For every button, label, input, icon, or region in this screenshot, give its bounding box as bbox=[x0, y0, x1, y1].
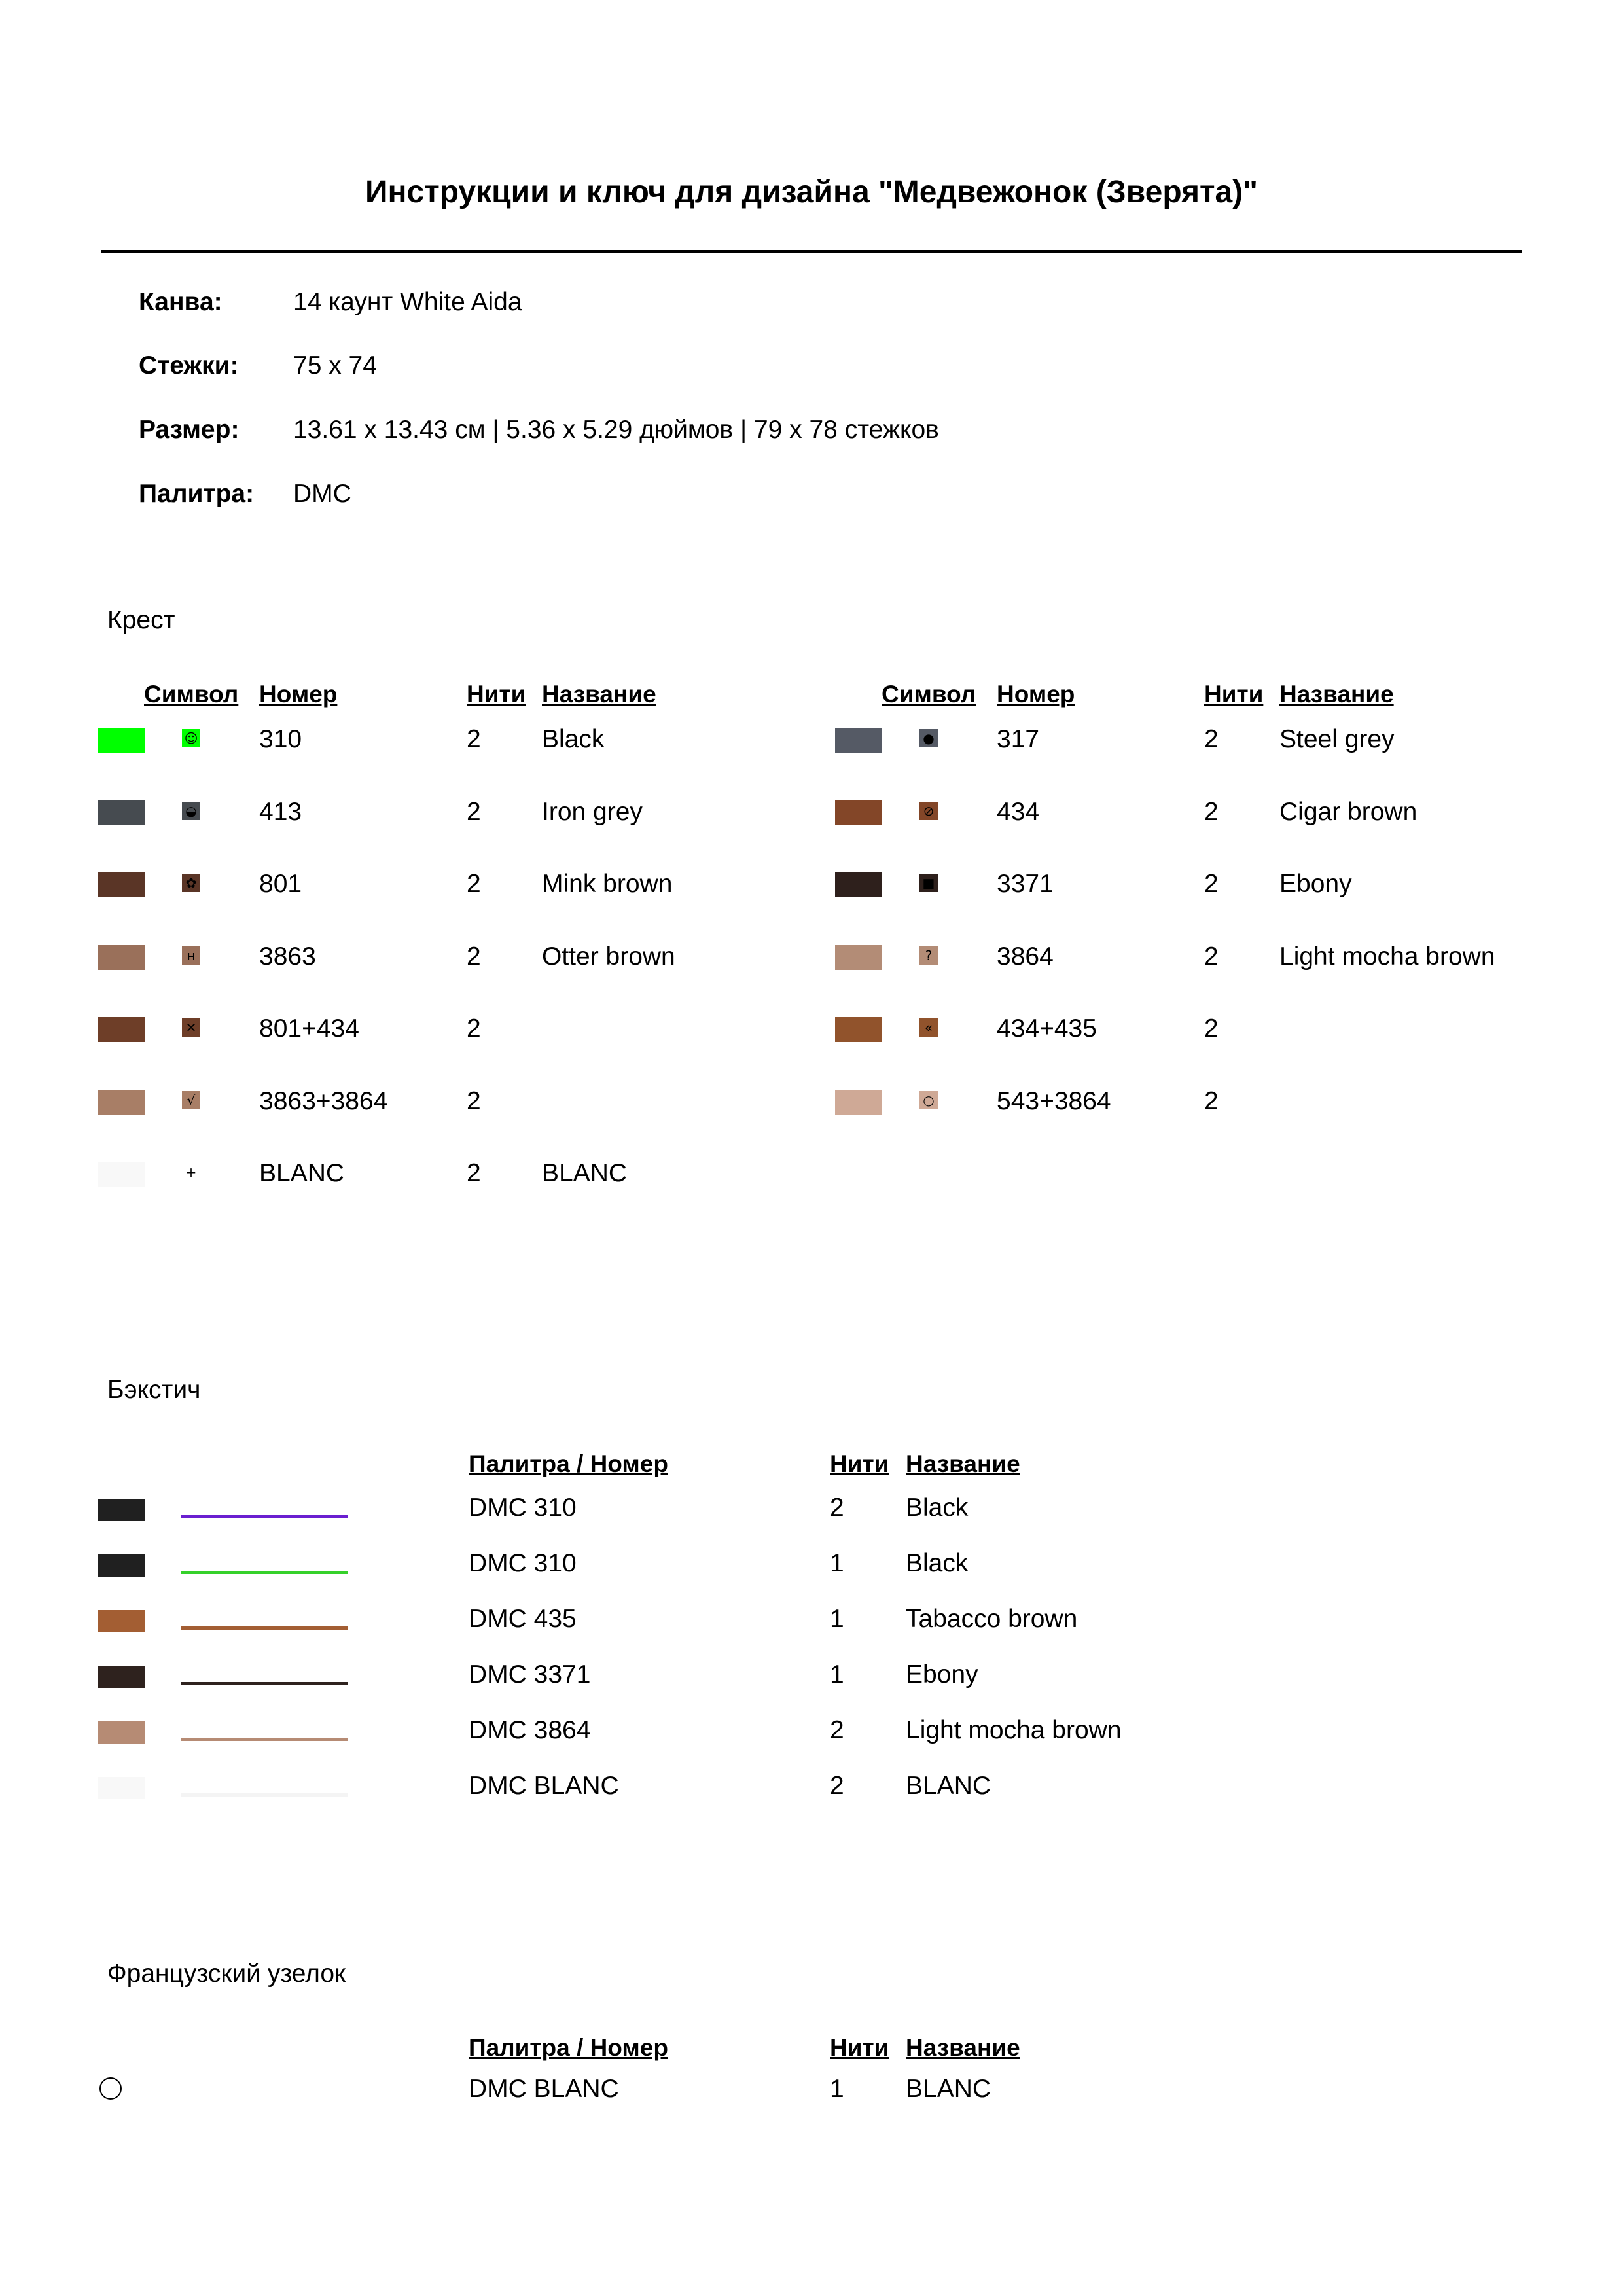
thread-number: 543+3864 bbox=[997, 1086, 1111, 1115]
thread-name: Tabacco brown bbox=[906, 1605, 1078, 1633]
header-name: Название bbox=[1279, 681, 1394, 708]
header-name: Название bbox=[542, 681, 656, 708]
thread-name: Black bbox=[906, 1494, 969, 1522]
thread-name: Light mocha brown bbox=[906, 1716, 1122, 1744]
thread-number: 413 bbox=[259, 797, 302, 826]
color-swatch bbox=[98, 1721, 145, 1744]
color-swatch bbox=[98, 1017, 145, 1042]
header-palette-number: Палитра / Номер bbox=[469, 2034, 668, 2061]
stitch-symbol-icon: ✕ bbox=[182, 1018, 200, 1037]
header-symbol: Символ bbox=[144, 681, 239, 708]
backstitch-line bbox=[181, 1682, 348, 1685]
thread-strands: 2 bbox=[467, 942, 481, 971]
thread-strands: 1 bbox=[830, 1660, 844, 1689]
header-symbol: Символ bbox=[882, 681, 976, 708]
stitch-symbol-icon: √ bbox=[182, 1091, 200, 1109]
thread-name: Black bbox=[542, 725, 605, 753]
title-divider bbox=[101, 250, 1522, 253]
stitch-symbol-icon: ✿ bbox=[182, 874, 200, 892]
thread-strands: 2 bbox=[1204, 1014, 1219, 1043]
color-swatch bbox=[98, 1090, 145, 1115]
color-swatch bbox=[98, 800, 145, 825]
palette-number: DMC 3371 bbox=[469, 1660, 591, 1689]
meta-value-canvas: 14 каунт White Aida bbox=[293, 288, 522, 316]
meta-label-stitches: Стежки: bbox=[139, 351, 239, 380]
thread-strands: 2 bbox=[467, 725, 481, 753]
color-swatch bbox=[835, 800, 882, 825]
thread-name: Otter brown bbox=[542, 942, 675, 971]
thread-strands: 1 bbox=[830, 1605, 844, 1633]
thread-strands: 1 bbox=[830, 1549, 844, 1577]
meta-label-size: Размер: bbox=[139, 416, 240, 444]
header-strands: Нити bbox=[830, 1450, 889, 1477]
header-number: Номер bbox=[259, 681, 338, 708]
thread-number: 434 bbox=[997, 797, 1040, 826]
thread-name: Black bbox=[906, 1549, 969, 1577]
thread-strands: 2 bbox=[1204, 870, 1219, 898]
header-number: Номер bbox=[997, 681, 1075, 708]
thread-number: 3863+3864 bbox=[259, 1086, 388, 1115]
color-swatch bbox=[835, 1017, 882, 1042]
color-swatch bbox=[98, 1554, 145, 1577]
color-swatch bbox=[98, 728, 145, 753]
thread-number: 317 bbox=[997, 725, 1040, 753]
thread-name: BLANC bbox=[542, 1159, 628, 1187]
backstitch-line bbox=[181, 1793, 348, 1797]
thread-number: 3371 bbox=[997, 870, 1054, 898]
thread-name: BLANC bbox=[906, 2075, 991, 2103]
stitch-symbol-icon: ○ bbox=[919, 1091, 938, 1109]
stitch-symbol-icon: н bbox=[182, 946, 200, 965]
meta-label-palette: Палитра: bbox=[139, 480, 255, 508]
backstitch-section-title: Бэкстич bbox=[107, 1376, 201, 1404]
meta-value-palette: DMC bbox=[293, 480, 351, 508]
color-swatch bbox=[98, 1777, 145, 1799]
thread-strands: 2 bbox=[830, 1716, 844, 1744]
thread-strands: 2 bbox=[467, 1086, 481, 1115]
thread-number: 3864 bbox=[997, 942, 1054, 971]
thread-strands: 1 bbox=[830, 2075, 844, 2103]
backstitch-line bbox=[181, 1626, 348, 1630]
palette-number: DMC 3864 bbox=[469, 1716, 591, 1744]
palette-number: DMC BLANC bbox=[469, 2075, 619, 2103]
color-swatch bbox=[835, 728, 882, 753]
french-knot-section-title: Французский узелок bbox=[107, 1960, 346, 1988]
thread-name: Ebony bbox=[906, 1660, 978, 1689]
color-swatch bbox=[98, 1610, 145, 1632]
thread-name: Iron grey bbox=[542, 797, 643, 826]
thread-name: Steel grey bbox=[1279, 725, 1395, 753]
palette-number: DMC 310 bbox=[469, 1549, 577, 1577]
color-swatch bbox=[98, 872, 145, 897]
color-swatch bbox=[835, 1090, 882, 1115]
thread-strands: 2 bbox=[1204, 942, 1219, 971]
thread-strands: 2 bbox=[1204, 797, 1219, 826]
palette-number: DMC 310 bbox=[469, 1494, 577, 1522]
thread-number: 3863 bbox=[259, 942, 316, 971]
stitch-symbol-icon: ☺ bbox=[182, 729, 200, 747]
meta-value-stitches: 75 x 74 bbox=[293, 351, 377, 380]
cross-section-title: Крест bbox=[107, 606, 175, 634]
thread-number: BLANC bbox=[259, 1159, 345, 1187]
header-strands: Нити bbox=[1204, 681, 1264, 708]
palette-number: DMC BLANC bbox=[469, 1772, 619, 1800]
thread-name: Light mocha brown bbox=[1279, 942, 1495, 971]
meta-value-size: 13.61 x 13.43 см | 5.36 x 5.29 дюймов | 79 x 78 стежков bbox=[293, 416, 939, 444]
thread-name: Mink brown bbox=[542, 870, 673, 898]
header-strands: Нити bbox=[830, 2034, 889, 2061]
thread-strands: 2 bbox=[467, 797, 481, 826]
color-swatch bbox=[98, 1666, 145, 1688]
document-title: Инструкции и ключ для дизайна "Медвежонок (Зверята)" bbox=[365, 175, 1258, 209]
thread-strands: 2 bbox=[467, 870, 481, 898]
stitch-symbol-icon: « bbox=[919, 1018, 938, 1037]
thread-name: BLANC bbox=[906, 1772, 991, 1800]
backstitch-line bbox=[181, 1515, 348, 1518]
stitch-symbol-icon: ● bbox=[919, 729, 938, 747]
thread-name: Cigar brown bbox=[1279, 797, 1418, 826]
thread-number: 310 bbox=[259, 725, 302, 753]
color-swatch bbox=[835, 945, 882, 970]
french-knot-icon bbox=[99, 2077, 122, 2100]
header-name: Название bbox=[906, 2034, 1020, 2061]
header-strands: Нити bbox=[467, 681, 526, 708]
stitch-symbol-icon: ■ bbox=[919, 874, 938, 892]
stitch-symbol-icon: ⊘ bbox=[919, 802, 938, 820]
thread-strands: 2 bbox=[830, 1772, 844, 1800]
backstitch-line bbox=[181, 1738, 348, 1741]
color-swatch bbox=[98, 1162, 145, 1187]
color-swatch bbox=[98, 1499, 145, 1521]
thread-number: 801+434 bbox=[259, 1014, 359, 1043]
color-swatch bbox=[835, 872, 882, 897]
thread-strands: 2 bbox=[467, 1014, 481, 1043]
thread-strands: 2 bbox=[830, 1494, 844, 1522]
thread-number: 801 bbox=[259, 870, 302, 898]
backstitch-line bbox=[181, 1571, 348, 1574]
stitch-symbol-icon: ◒ bbox=[182, 802, 200, 820]
stitch-symbol-icon: ? bbox=[919, 946, 938, 965]
thread-strands: 2 bbox=[1204, 1086, 1219, 1115]
thread-strands: 2 bbox=[467, 1159, 481, 1187]
color-swatch bbox=[98, 945, 145, 970]
thread-number: 434+435 bbox=[997, 1014, 1097, 1043]
meta-label-canvas: Канва: bbox=[139, 288, 223, 316]
header-palette-number: Палитра / Номер bbox=[469, 1450, 668, 1477]
palette-number: DMC 435 bbox=[469, 1605, 577, 1633]
stitch-symbol-icon: + bbox=[185, 1164, 197, 1180]
thread-name: Ebony bbox=[1279, 870, 1352, 898]
thread-strands: 2 bbox=[1204, 725, 1219, 753]
header-name: Название bbox=[906, 1450, 1020, 1477]
